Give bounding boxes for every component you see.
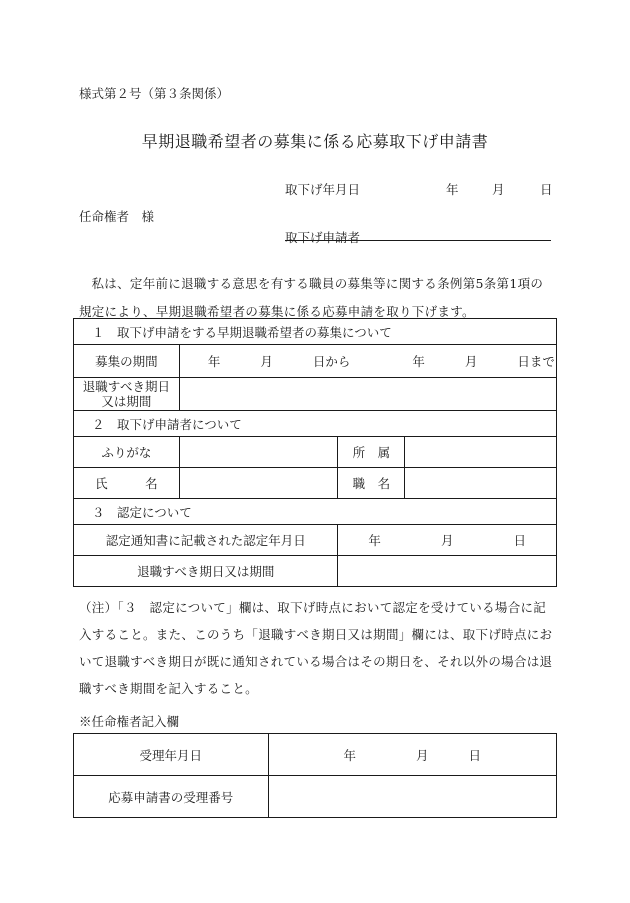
statement-text: 私は、定年前に退職する意思を有する職員の募集等に関する条例第5条第1項の規定により、早期退職希望者の募集に係る応募申請を取り下げます。 [79, 276, 544, 319]
received-date-label: 受理年月日 [74, 734, 269, 776]
certification-date-row [74, 525, 557, 556]
retirement-date-field[interactable] [179, 378, 556, 411]
furigana-field[interactable] [179, 437, 338, 468]
retirement-date-label-line1: 退職すべき期日 [82, 379, 171, 394]
section2-heading: ２ 取下げ申請者について [74, 411, 557, 437]
receipt-number-field[interactable] [268, 776, 556, 818]
authority-section-heading: ※任命権者記入欄 [79, 714, 180, 729]
application-table [73, 318, 557, 587]
applicant-label: 取下げ申請者 [285, 230, 361, 245]
section3-heading-row [74, 499, 557, 525]
note-text: （注）「３ 認定について」欄は、取下げ時点において認定を受けている場合に記入すること。また、このうち「退職すべき期日又は期間」欄には、取下げ時点において退職すべき期日が既に通知されている場合はその期日を、それ以外の場合は退職すべき期間を記入すること。 [79, 600, 553, 696]
furigana-label: ふりがな [74, 437, 180, 468]
received-month: 月 [416, 747, 429, 763]
section2-heading-row [74, 411, 557, 437]
affiliation-label: 所 属 [338, 437, 405, 468]
period-to-year: 年 [412, 354, 425, 369]
withdrawal-date-year: 年 [446, 182, 459, 197]
received-day: 日 [468, 747, 482, 763]
withdrawal-date-label: 取下げ年月日 [285, 182, 361, 197]
certification-date-field[interactable] [338, 525, 557, 556]
receipt-number-row [74, 776, 557, 818]
received-date-row [74, 734, 557, 776]
retirement-date-label [74, 378, 180, 411]
form-number: 様式第２号（第３条関係） [79, 86, 230, 101]
recruitment-period-field[interactable] [179, 345, 556, 378]
addressee: 任命権者 様 [79, 209, 155, 224]
retirement-date-label-line2: 又は期間 [101, 394, 152, 409]
received-year: 年 [343, 747, 357, 763]
cert-month: 月 [440, 533, 454, 548]
affiliation-field[interactable] [405, 437, 557, 468]
certification-date-label: 認定通知書に記載された認定年月日 [74, 525, 338, 556]
section3-heading: ３ 認定について [74, 499, 557, 525]
received-date-field[interactable] [268, 734, 556, 776]
cert-retirement-row [74, 556, 557, 587]
retirement-date-row [74, 378, 557, 411]
document-title: 早期退職希望者の募集に係る応募取下げ申請書 [141, 132, 489, 151]
name-field[interactable] [179, 468, 338, 499]
cert-retirement-field[interactable] [338, 556, 557, 587]
cert-day: 日 [513, 533, 526, 548]
receipt-number-label: 応募申請書の受理番号 [74, 776, 269, 818]
period-to-day: 日まで [517, 354, 555, 369]
section1-heading-row [74, 319, 557, 345]
period-from-day: 日から [312, 354, 351, 369]
furigana-row [74, 437, 557, 468]
recruitment-period-label: 募集の期間 [74, 345, 180, 378]
name-label: 氏 名 [74, 468, 180, 499]
section1-heading: １ 取下げ申請をする早期退職希望者の募集について [74, 319, 557, 345]
cert-year: 年 [368, 533, 381, 548]
period-to-month: 月 [464, 354, 478, 369]
position-field[interactable] [405, 468, 557, 499]
withdrawal-date-month: 月 [492, 182, 505, 197]
period-from-month: 月 [260, 354, 273, 369]
period-from-year: 年 [207, 354, 221, 369]
position-label: 職 名 [338, 468, 405, 499]
recruitment-period-row [74, 345, 557, 378]
applicant-signature-line[interactable] [285, 240, 551, 241]
withdrawal-date-day: 日 [540, 182, 553, 197]
cert-retirement-label: 退職すべき期日又は期間 [74, 556, 338, 587]
authority-table [73, 733, 557, 818]
name-row [74, 468, 557, 499]
